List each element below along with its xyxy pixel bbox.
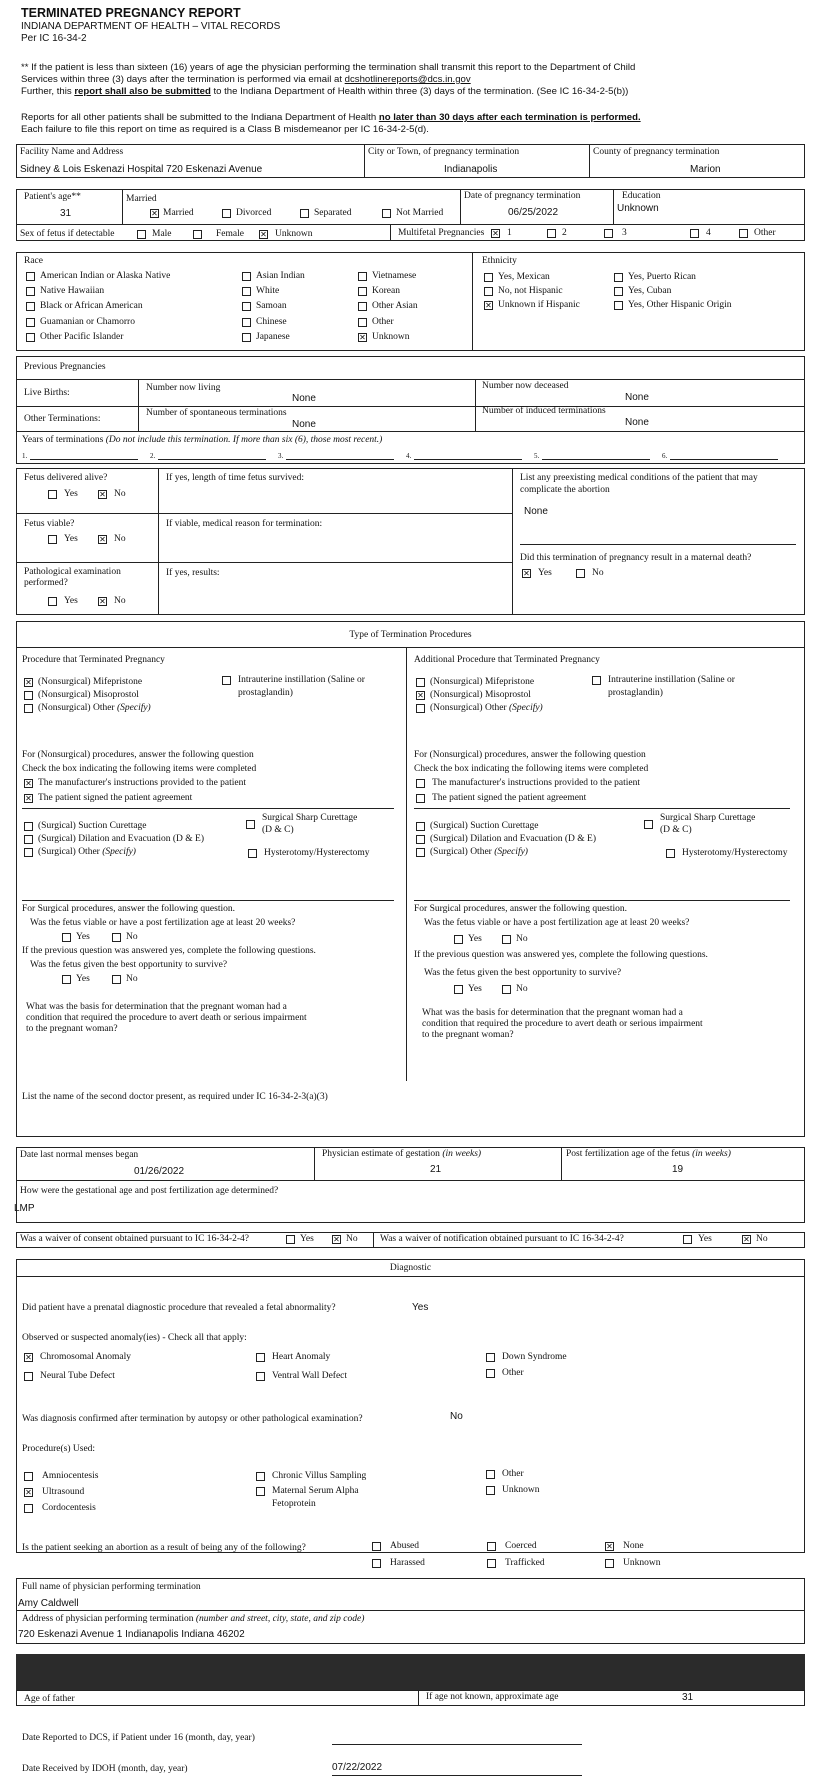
right-hysterotomy-checkbox[interactable] — [666, 849, 675, 858]
fetus-alive-yes-checkbox[interactable] — [48, 490, 57, 499]
termination-year-1-field[interactable] — [30, 459, 138, 460]
race-unknown-checkbox[interactable] — [358, 333, 367, 342]
right-signed-agreement-checkbox[interactable] — [416, 794, 425, 803]
termination-year-2-field[interactable] — [158, 459, 266, 460]
left-best-opportunity-yes-checkbox[interactable] — [62, 975, 71, 984]
father-approx-age-value[interactable]: 31 — [682, 1692, 694, 1703]
waiver-notification-yes-checkbox[interactable] — [683, 1235, 692, 1244]
county-label: County of pregnancy termination — [593, 147, 720, 157]
fetus-viable-no-checkbox[interactable] — [98, 535, 107, 544]
idoh-date-field[interactable] — [332, 1775, 582, 1776]
education-value[interactable]: Unknown — [617, 203, 659, 214]
proc-chronic-villus-checkbox[interactable] — [256, 1472, 265, 1481]
left-misoprostol-checkbox[interactable] — [24, 691, 33, 700]
left-intrauterine-checkbox[interactable] — [222, 676, 231, 685]
facility-label: Facility Name and Address — [20, 147, 124, 157]
reason-unknown-checkbox[interactable] — [605, 1559, 614, 1568]
anomaly-down-syndrome-checkbox[interactable] — [486, 1353, 495, 1362]
confirmation-answer[interactable]: No — [450, 1411, 463, 1422]
race-other-pacific-checkbox[interactable] — [26, 333, 35, 342]
proc-cordocentesis-checkbox[interactable] — [24, 1504, 33, 1513]
race-asian-indian-checkbox[interactable] — [242, 272, 251, 281]
father-age-label: Age of father — [24, 1694, 75, 1704]
proc-maternal-serum-checkbox[interactable] — [256, 1487, 265, 1496]
maternal-death-yes-checkbox[interactable] — [522, 569, 531, 578]
physician-name-value[interactable]: Amy Caldwell — [18, 1598, 79, 1609]
live-births-label: Live Births: — [24, 388, 70, 398]
left-manufacturer-checkbox[interactable] — [24, 779, 33, 788]
race-american-indian-checkbox[interactable] — [26, 272, 35, 281]
patient-age-label: Patient's age** — [24, 192, 81, 202]
second-doctor-label: List the name of the second doctor present, as required under IC 16-34-2-3(a)(3) — [22, 1092, 328, 1102]
other-terminations-label: Other Terminations: — [24, 414, 101, 424]
ethnicity-cuban-checkbox[interactable] — [614, 287, 623, 296]
right-suction-checkbox[interactable] — [416, 822, 425, 831]
city-label: City or Town, of pregnancy termination — [368, 147, 520, 157]
left-viable-no-checkbox[interactable] — [112, 933, 121, 942]
dcs-email-link[interactable]: dcshotlinereports@dcs.in.gov — [344, 74, 471, 85]
reason-abused-checkbox[interactable] — [372, 1542, 381, 1551]
fetus-viable-label: Fetus viable? — [24, 519, 75, 529]
right-mifepristone-checkbox[interactable] — [416, 678, 425, 687]
survived-label: If yes, length of time fetus survived: — [166, 473, 304, 483]
gestation-estimate-label: Physician estimate of gestation (in weeks) — [322, 1149, 482, 1159]
race-other-checkbox[interactable] — [358, 318, 367, 327]
ethnicity-puerto-rican-checkbox[interactable] — [614, 273, 623, 282]
left-hysterotomy-checkbox[interactable] — [248, 849, 257, 858]
right-misoprostol-checkbox[interactable] — [416, 691, 425, 700]
proc-ultrasound-checkbox[interactable] — [24, 1488, 33, 1497]
married-separated-checkbox[interactable] — [300, 209, 309, 218]
left-other-nonsurgical-checkbox[interactable] — [24, 704, 33, 713]
physician-address-label: Address of physician performing termination (number and street, city, state, and zip code) — [22, 1614, 365, 1624]
sex-label: Sex of fetus if detectable — [20, 229, 115, 239]
left-dilation-checkbox[interactable] — [24, 835, 33, 844]
right-other-nonsurgical-checkbox[interactable] — [416, 704, 425, 713]
race-vietnamese-checkbox[interactable] — [358, 272, 367, 281]
fetus-alive-label: Fetus delivered alive? — [24, 473, 108, 483]
race-other-asian-checkbox[interactable] — [358, 302, 367, 311]
pathological-no-checkbox[interactable] — [98, 597, 107, 606]
sex-male-checkbox[interactable] — [137, 230, 146, 239]
right-procedure-heading: Additional Procedure that Terminated Pregnancy — [414, 655, 600, 665]
procedures-title: Type of Termination Procedures — [349, 630, 472, 640]
county-value[interactable]: Marion — [690, 164, 721, 175]
termination-year-5-field[interactable] — [542, 459, 650, 460]
anomaly-heart-checkbox[interactable] — [256, 1353, 265, 1362]
previous-pregnancies-section — [16, 356, 805, 464]
race-guamanian-checkbox[interactable] — [26, 318, 35, 327]
anomaly-chromosomal-checkbox[interactable] — [24, 1353, 33, 1362]
reason-trafficked-checkbox[interactable] — [487, 1559, 496, 1568]
ethnicity-other-hispanic-checkbox[interactable] — [614, 301, 623, 310]
seeking-abortion-question: Is the patient seeking an abortion as a result of being any of the following? — [22, 1543, 306, 1553]
number-living-label: Number now living — [146, 383, 221, 393]
father-approx-age-label: If age not known, approximate age — [426, 1692, 559, 1702]
married-label: Married — [126, 194, 157, 204]
proc-amniocentesis-checkbox[interactable] — [24, 1472, 33, 1481]
number-deceased-value[interactable]: None — [625, 392, 649, 403]
termination-year-6-field[interactable] — [670, 459, 778, 460]
age-determination-value[interactable]: LMP — [14, 1203, 35, 1214]
reason-harassed-checkbox[interactable] — [372, 1559, 381, 1568]
idoh-date-value[interactable]: 07/22/2022 — [332, 1762, 383, 1773]
left-procedure-heading: Procedure that Terminated Pregnancy — [22, 655, 165, 665]
waiver-consent-label: Was a waiver of consent obtained pursuant to IC 16-34-2-4? — [20, 1234, 250, 1244]
spontaneous-label: Number of spontaneous terminations — [146, 408, 287, 418]
diagnostic-title: Diagnostic — [389, 1263, 432, 1273]
anomaly-neural-tube-checkbox[interactable] — [24, 1372, 33, 1381]
notice-under-16: ** If the patient is less than sixteen (16) years of age the physician performing the termination shall transmit this report to the Department of Child Services within three (3) days after the termination is performed via email at dcshotlinereports@dcs.in.gov Further, this report shall also be submitted to the Indiana Department of Health within three (3) days of the termination. (See IC 16-34-2-5(b)) — [21, 62, 636, 97]
right-surgical-question: For Surgical procedures, answer the following question. — [414, 904, 628, 914]
left-signed-agreement-checkbox[interactable] — [24, 794, 33, 803]
left-suction-checkbox[interactable] — [24, 822, 33, 831]
multifetal-other-checkbox[interactable] — [739, 229, 748, 238]
age-determination-label: How were the gestational age and post fertilization age determined? — [20, 1186, 279, 1196]
spontaneous-value[interactable]: None — [292, 419, 316, 430]
right-intrauterine-checkbox[interactable] — [592, 676, 601, 685]
number-deceased-label: Number now deceased — [482, 381, 569, 391]
termination-date-value[interactable]: 06/25/2022 — [508, 207, 559, 218]
number-living-value[interactable]: None — [292, 393, 316, 404]
physician-name-label: Full name of physician performing termination — [22, 1582, 201, 1592]
ethnicity-not-hispanic-checkbox[interactable] — [484, 287, 493, 296]
preexisting-label: List any preexisting medical conditions of the patient that may — [520, 473, 758, 483]
race-samoan-checkbox[interactable] — [242, 302, 251, 311]
race-white-checkbox[interactable] — [242, 287, 251, 296]
procedures-used-label: Procedure(s) Used: — [22, 1444, 96, 1454]
right-nonsurgical-question: For (Nonsurgical) procedures, answer the following question — [414, 750, 646, 760]
reason-none-checkbox[interactable] — [605, 1542, 614, 1551]
left-other-surgical-checkbox[interactable] — [24, 848, 33, 857]
induced-value[interactable]: None — [625, 417, 649, 428]
termination-date-label: Date of pregnancy termination — [464, 191, 581, 201]
multifetal-2-checkbox[interactable] — [547, 229, 556, 238]
right-viable-yes-checkbox[interactable] — [454, 935, 463, 944]
city-value[interactable]: Indianapolis — [444, 164, 498, 175]
left-best-opportunity-no-checkbox[interactable] — [112, 975, 121, 984]
right-sharp-curettage-checkbox[interactable] — [644, 820, 653, 829]
termination-year-4-field[interactable] — [414, 459, 522, 460]
ethnicity-label: Ethnicity — [482, 256, 517, 266]
prenatal-question: Did patient have a prenatal diagnostic procedure that revealed a fetal abnormality? — [22, 1303, 336, 1313]
physician-address-value[interactable]: 720 Eskenazi Avenue 1 Indianapolis Indiana 46202 — [18, 1629, 245, 1640]
pathological-yes-checkbox[interactable] — [48, 597, 57, 606]
maternal-death-label: Did this termination of pregnancy result in a maternal death? — [520, 553, 752, 563]
induced-label: Number of induced terminations — [482, 406, 606, 416]
race-chinese-checkbox[interactable] — [242, 318, 251, 327]
report-title: TERMINATED PREGNANCY REPORT — [21, 6, 241, 20]
multifetal-label: Multifetal Pregnancies — [398, 228, 485, 238]
right-other-surgical-checkbox[interactable] — [416, 848, 425, 857]
right-best-opportunity-yes-checkbox[interactable] — [454, 985, 463, 994]
proc-other-checkbox[interactable] — [486, 1470, 495, 1479]
idoh-date-label: Date Received by IDOH (month, day, year) — [22, 1764, 188, 1774]
results-label: If yes, results: — [166, 568, 220, 578]
lmp-label: Date last normal menses began — [20, 1150, 139, 1160]
anomalies-question: Observed or suspected anomaly(ies) - Check all that apply: — [22, 1333, 247, 1343]
married-not-married-checkbox[interactable] — [382, 209, 391, 218]
fetus-section — [16, 468, 805, 615]
previous-pregnancies-title: Previous Pregnancies — [24, 362, 106, 372]
left-nonsurgical-question: For (Nonsurgical) procedures, answer the following question — [22, 750, 254, 760]
multifetal-1-checkbox[interactable] — [491, 229, 500, 238]
reason-coerced-checkbox[interactable] — [487, 1542, 496, 1551]
waiver-notification-no-checkbox[interactable] — [742, 1235, 751, 1244]
waiver-consent-no-checkbox[interactable] — [332, 1235, 341, 1244]
maternal-death-no-checkbox[interactable] — [576, 569, 585, 578]
viable-reason-label: If viable, medical reason for termination: — [166, 519, 323, 529]
right-best-opportunity-no-checkbox[interactable] — [502, 985, 511, 994]
prenatal-answer[interactable]: Yes — [412, 1302, 429, 1313]
post-fertilization-value[interactable]: 19 — [672, 1164, 684, 1175]
sex-unknown-checkbox[interactable] — [259, 230, 268, 239]
proc-unknown-checkbox[interactable] — [486, 1486, 495, 1495]
fetus-alive-no-checkbox[interactable] — [98, 490, 107, 499]
patient-age-value[interactable]: 31 — [60, 208, 72, 219]
anomaly-ventral-wall-checkbox[interactable] — [256, 1372, 265, 1381]
years-of-terminations-label: Years of terminations (Do not include this termination. If more than six (6), those most recent.) — [22, 435, 383, 445]
left-sharp-curettage-checkbox[interactable] — [246, 820, 255, 829]
race-japanese-checkbox[interactable] — [242, 333, 251, 342]
multifetal-3-checkbox[interactable] — [604, 229, 613, 238]
left-surgical-question: For Surgical procedures, answer the following question. — [22, 904, 236, 914]
left-viable-yes-checkbox[interactable] — [62, 933, 71, 942]
pathological-label: Pathological examination — [24, 567, 121, 577]
waiver-notification-label: Was a waiver of notification obtained pursuant to IC 16-34-2-4? — [380, 1234, 624, 1244]
sex-female-checkbox[interactable] — [193, 230, 202, 239]
race-black-checkbox[interactable] — [26, 302, 35, 311]
right-manufacturer-checkbox[interactable] — [416, 779, 425, 788]
statute-code: Per IC 16-34-2 — [21, 33, 87, 44]
dcs-date-label: Date Reported to DCS, if Patient under 16 (month, day, year) — [22, 1733, 255, 1743]
preexisting-value[interactable]: None — [524, 506, 548, 517]
waiver-consent-yes-checkbox[interactable] — [286, 1235, 295, 1244]
gestation-estimate-value[interactable]: 21 — [430, 1164, 442, 1175]
lmp-value[interactable]: 01/26/2022 — [134, 1166, 185, 1177]
race-label: Race — [24, 256, 43, 266]
ethnicity-unknown-checkbox[interactable] — [484, 301, 493, 310]
facility-value[interactable]: Sidney & Lois Eskenazi Hospital 720 Eskenazi Avenue — [20, 164, 263, 175]
race-korean-checkbox[interactable] — [358, 287, 367, 296]
notice-other-patients: Reports for all other patients shall be submitted to the Indiana Department of Health no later than 30 days after each termination is performed. Each failure to file this report on time as required is a Class B misdemeanor per IC 16-34-2-5(d). — [21, 112, 641, 135]
race-native-hawaiian-checkbox[interactable] — [26, 287, 35, 296]
right-viable-no-checkbox[interactable] — [502, 935, 511, 944]
right-dilation-checkbox[interactable] — [416, 835, 425, 844]
anomaly-other-checkbox[interactable] — [486, 1369, 495, 1378]
ethnicity-mexican-checkbox[interactable] — [484, 273, 493, 282]
redacted-bar — [16, 1654, 805, 1690]
post-fertilization-label: Post fertilization age of the fetus (in weeks) — [566, 1149, 731, 1159]
left-mifepristone-checkbox[interactable] — [24, 678, 33, 687]
termination-year-3-field[interactable] — [286, 459, 394, 460]
multifetal-4-checkbox[interactable] — [690, 229, 699, 238]
married-married-checkbox[interactable] — [150, 209, 159, 218]
dcs-date-field[interactable] — [332, 1744, 582, 1745]
confirmation-question: Was diagnosis confirmed after termination by autopsy or other pathological examination? — [22, 1414, 363, 1424]
department-name: INDIANA DEPARTMENT OF HEALTH – VITAL RECORDS — [21, 21, 281, 32]
married-divorced-checkbox[interactable] — [222, 209, 231, 218]
fetus-viable-yes-checkbox[interactable] — [48, 535, 57, 544]
education-label: Education — [622, 191, 661, 201]
